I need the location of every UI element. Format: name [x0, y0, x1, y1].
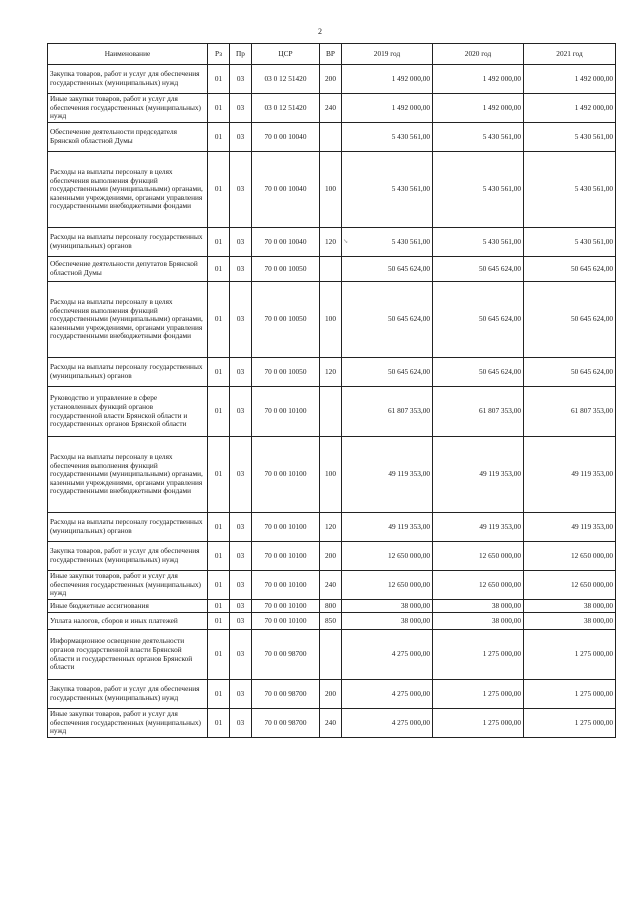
table-cell-pr: 03 [230, 94, 252, 123]
table-cell-name: Иные закупки товаров, работ и услуг для обеспечения государственных (муниципальных) нужд [48, 571, 208, 600]
table-cell-csr: 70 0 00 10100 [252, 600, 320, 613]
table-cell-vr [320, 257, 342, 282]
table-row [48, 94, 616, 123]
table-row [48, 437, 616, 513]
col-header-csr: ЦСР [252, 44, 320, 65]
table-cell-2020: 38 000,00 [433, 613, 524, 630]
table-cell-name: Закупка товаров, работ и услуг для обеспечения государственных (муниципальных) нужд [48, 542, 208, 571]
table-cell-pr: 03 [230, 228, 252, 257]
table-row [48, 680, 616, 709]
table-cell-2019: 5 430 561,00 [342, 123, 433, 152]
table-cell-vr: 240 [320, 94, 342, 123]
table-row [48, 600, 616, 613]
table-cell-vr: 240 [320, 571, 342, 600]
table-cell-pr: 03 [230, 437, 252, 513]
table-cell-rz: 01 [208, 358, 230, 387]
table-cell-name: Иные закупки товаров, работ и услуг для обеспечения государственных (муниципальных) нужд [48, 709, 208, 738]
table-cell-name: Иные закупки товаров, работ и услуг для обеспечения государственных (муниципальных) нужд [48, 94, 208, 123]
table-cell-csr: 70 0 00 10040 [252, 152, 320, 228]
table-cell-csr: 70 0 00 10100 [252, 571, 320, 600]
table-cell-2021: 38 000,00 [524, 600, 616, 613]
table-cell-2020: 1 275 000,00 [433, 680, 524, 709]
table-cell-2020: 49 119 353,00 [433, 437, 524, 513]
table-cell-vr: 800 [320, 600, 342, 613]
table-cell-vr: 120 [320, 358, 342, 387]
table-cell-vr: 200 [320, 65, 342, 94]
table-cell-pr: 03 [230, 358, 252, 387]
table-cell-vr: 240 [320, 709, 342, 738]
table-cell-2020: 12 650 000,00 [433, 571, 524, 600]
table-cell-pr: 03 [230, 680, 252, 709]
table-cell-pr: 03 [230, 630, 252, 680]
table-cell-pr: 03 [230, 542, 252, 571]
table-cell-2019: 50 645 624,00 [342, 257, 433, 282]
table-cell-name: Закупка товаров, работ и услуг для обеспечения государственных (муниципальных) нужд [48, 680, 208, 709]
table-cell-2021: 1 275 000,00 [524, 709, 616, 738]
table-cell-2020: 1 492 000,00 [433, 94, 524, 123]
table-cell-2021: 50 645 624,00 [524, 282, 616, 358]
table-cell-2020: 50 645 624,00 [433, 257, 524, 282]
table-cell-2019: 4 275 000,00 [342, 709, 433, 738]
table-cell-2020: 50 645 624,00 [433, 282, 524, 358]
table-cell-name: Руководство и управление в сфере установленных функций органов государственной власти Брянской области и государственных органов Брянской области [48, 387, 208, 437]
table-cell-name: Расходы на выплаты персоналу в целях обеспечения выполнения функций государственными (муниципальными) органами, казенными учреждениями, органами управления государственными внебюджетными фондами [48, 152, 208, 228]
table-cell-name: Обеспечение деятельности председателя Брянской областной Думы [48, 123, 208, 152]
table-cell-name: Расходы на выплаты персоналу государственных (муниципальных) органов [48, 513, 208, 542]
table-cell-2021: 49 119 353,00 [524, 513, 616, 542]
table-row [48, 542, 616, 571]
table-cell-rz: 01 [208, 257, 230, 282]
table-cell-2020: 1 492 000,00 [433, 65, 524, 94]
col-header-name: Наименование [48, 44, 208, 65]
table-cell-name: Уплата налогов, сборов и иных платежей [48, 613, 208, 630]
table-cell-2019: 49 119 353,00 [342, 513, 433, 542]
table-cell-name: Закупка товаров, работ и услуг для обеспечения государственных (муниципальных) нужд [48, 65, 208, 94]
table-row [48, 228, 616, 257]
table-cell-rz: 01 [208, 94, 230, 123]
table-cell-name: Расходы на выплаты персоналу государственных (муниципальных) органов [48, 358, 208, 387]
table-cell-rz: 01 [208, 65, 230, 94]
table-cell-2019: 61 807 353,00 [342, 387, 433, 437]
table-cell-vr: 120 [320, 228, 342, 257]
table-cell-2020: 12 650 000,00 [433, 542, 524, 571]
table-cell-pr: 03 [230, 123, 252, 152]
table-row [48, 123, 616, 152]
table-cell-rz: 01 [208, 571, 230, 600]
col-header-pr: Пр [230, 44, 252, 65]
table-cell-2021: 12 650 000,00 [524, 571, 616, 600]
table-cell-rz: 01 [208, 613, 230, 630]
col-header-2020: 2020 год [433, 44, 524, 65]
table-cell-2019: 50 645 624,00 [342, 358, 433, 387]
table-cell-rz: 01 [208, 437, 230, 513]
table-cell-rz: 01 [208, 228, 230, 257]
table-cell-csr: 70 0 00 10050 [252, 358, 320, 387]
scan-artifact: ↘ [343, 239, 349, 245]
table-cell-csr: 03 0 12 51420 [252, 94, 320, 123]
table-cell-2021: 38 000,00 [524, 613, 616, 630]
table-cell-csr: 70 0 00 10100 [252, 437, 320, 513]
col-header-2021: 2021 год [524, 44, 616, 65]
table-cell-name: Расходы на выплаты персоналу в целях обеспечения выполнения функций государственными (муниципальными) органами, казенными учреждениями, органами управления государственными внебюджетными фондами [48, 282, 208, 358]
table-cell-pr: 03 [230, 257, 252, 282]
table-cell-name: Расходы на выплаты персоналу в целях обеспечения выполнения функций государственными (муниципальными) органами, казенными учреждениями, органами управления государственными внебюджетными фондами [48, 437, 208, 513]
table-cell-2020: 49 119 353,00 [433, 513, 524, 542]
table-cell-rz: 01 [208, 513, 230, 542]
table-cell-rz: 01 [208, 152, 230, 228]
table-row [48, 282, 616, 358]
table-row [48, 257, 616, 282]
table-cell-2019: 1 492 000,00 [342, 65, 433, 94]
table-cell-rz: 01 [208, 282, 230, 358]
table-row [48, 65, 616, 94]
table-cell-2021: 61 807 353,00 [524, 387, 616, 437]
table-cell-2021: 1 492 000,00 [524, 94, 616, 123]
table-cell-vr [320, 630, 342, 680]
table-cell-2021: 1 275 000,00 [524, 680, 616, 709]
table-cell-2020: 1 275 000,00 [433, 630, 524, 680]
table-cell-rz: 01 [208, 542, 230, 571]
table-cell-2020: 5 430 561,00 [433, 123, 524, 152]
table-cell-csr: 70 0 00 10050 [252, 257, 320, 282]
table-cell-vr [320, 123, 342, 152]
table-header-row [48, 44, 616, 65]
table-cell-2019: 50 645 624,00 [342, 282, 433, 358]
table-cell-name: Информационное освещение деятельности органов государственной власти Брянской области и государственных органов Брянской области [48, 630, 208, 680]
table-cell-name: Иные бюджетные ассигнования [48, 600, 208, 613]
table-cell-2021: 5 430 561,00 [524, 123, 616, 152]
table-cell-2020: 5 430 561,00 [433, 152, 524, 228]
table-cell-pr: 03 [230, 282, 252, 358]
table-cell-2019: 49 119 353,00 [342, 437, 433, 513]
table-cell-2019: 4 275 000,00 [342, 680, 433, 709]
table-cell-2019: 12 650 000,00 [342, 571, 433, 600]
table-cell-2019: 5 430 561,00 [342, 228, 433, 257]
table-cell-vr: 120 [320, 513, 342, 542]
table-cell-2019: 5 430 561,00 [342, 152, 433, 228]
table-cell-pr: 03 [230, 387, 252, 437]
table-cell-rz: 01 [208, 123, 230, 152]
table-cell-csr: 70 0 00 98700 [252, 680, 320, 709]
table-cell-2020: 50 645 624,00 [433, 358, 524, 387]
table-cell-vr: 200 [320, 680, 342, 709]
table-cell-rz: 01 [208, 680, 230, 709]
table-cell-csr: 70 0 00 10040 [252, 228, 320, 257]
table-cell-2021: 50 645 624,00 [524, 257, 616, 282]
table-row [48, 152, 616, 228]
table-cell-pr: 03 [230, 65, 252, 94]
table-cell-csr: 70 0 00 10050 [252, 282, 320, 358]
table-cell-2019: 4 275 000,00 [342, 630, 433, 680]
table-cell-rz: 01 [208, 600, 230, 613]
table-cell-vr: 200 [320, 542, 342, 571]
table-cell-2019: 12 650 000,00 [342, 542, 433, 571]
table-cell-csr: 70 0 00 10040 [252, 123, 320, 152]
table-cell-csr: 70 0 00 98700 [252, 709, 320, 738]
table-cell-rz: 01 [208, 630, 230, 680]
table-cell-vr: 100 [320, 437, 342, 513]
table-cell-csr: 70 0 00 10100 [252, 387, 320, 437]
table-cell-vr [320, 387, 342, 437]
table-row [48, 358, 616, 387]
table-row [48, 571, 616, 600]
table-cell-name: Обеспечение деятельности депутатов Брянской областной Думы [48, 257, 208, 282]
table-cell-pr: 03 [230, 600, 252, 613]
table-row [48, 387, 616, 437]
table-cell-2019: 1 492 000,00 [342, 94, 433, 123]
table-cell-csr: 03 0 12 51420 [252, 65, 320, 94]
table-cell-2020: 38 000,00 [433, 600, 524, 613]
table-row [48, 613, 616, 630]
table-cell-2020: 5 430 561,00 [433, 228, 524, 257]
table-row [48, 709, 616, 738]
table-cell-rz: 01 [208, 709, 230, 738]
table-cell-2021: 1 492 000,00 [524, 65, 616, 94]
table-cell-2019: 38 000,00 [342, 600, 433, 613]
table-cell-csr: 70 0 00 10100 [252, 613, 320, 630]
table-row [48, 630, 616, 680]
table-cell-2021: 50 645 624,00 [524, 358, 616, 387]
table-cell-vr: 100 [320, 282, 342, 358]
table-cell-name: Расходы на выплаты персоналу государственных (муниципальных) органов [48, 228, 208, 257]
table-cell-rz: 01 [208, 387, 230, 437]
table-cell-pr: 03 [230, 709, 252, 738]
table-cell-pr: 03 [230, 513, 252, 542]
col-header-rz: Рз [208, 44, 230, 65]
table-cell-csr: 70 0 00 10100 [252, 542, 320, 571]
table-cell-csr: 70 0 00 98700 [252, 630, 320, 680]
table-cell-2021: 5 430 561,00 [524, 152, 616, 228]
table-row [48, 513, 616, 542]
table-cell-2020: 1 275 000,00 [433, 709, 524, 738]
table-cell-2020: 61 807 353,00 [433, 387, 524, 437]
table-cell-pr: 03 [230, 571, 252, 600]
page-number: 2 [318, 27, 322, 36]
table-cell-2021: 5 430 561,00 [524, 228, 616, 257]
budget-table [47, 43, 616, 738]
table-cell-pr: 03 [230, 152, 252, 228]
table-cell-2021: 1 275 000,00 [524, 630, 616, 680]
col-header-vr: ВР [320, 44, 342, 65]
table-cell-csr: 70 0 00 10100 [252, 513, 320, 542]
table-cell-2021: 12 650 000,00 [524, 542, 616, 571]
col-header-2019: 2019 год [342, 44, 433, 65]
table-cell-2019: 38 000,00 [342, 613, 433, 630]
table-cell-vr: 100 [320, 152, 342, 228]
table-cell-vr: 850 [320, 613, 342, 630]
table-cell-pr: 03 [230, 613, 252, 630]
table-cell-2021: 49 119 353,00 [524, 437, 616, 513]
